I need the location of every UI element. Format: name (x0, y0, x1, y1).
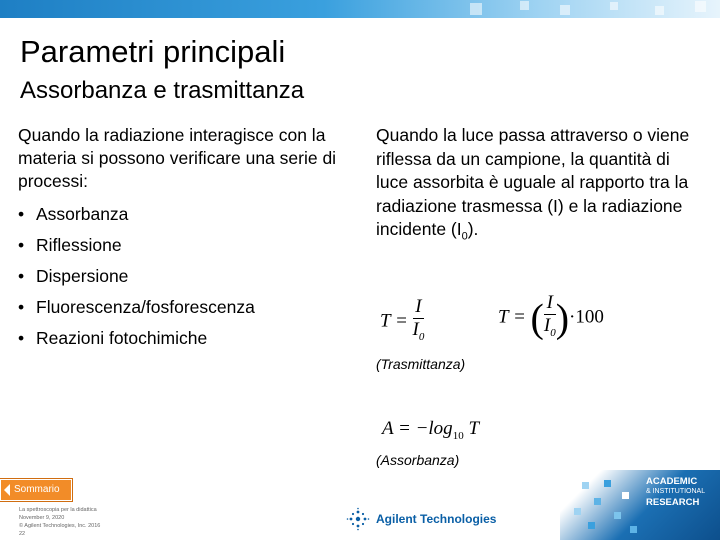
decor-square (610, 2, 618, 10)
decor-square (695, 1, 706, 12)
sommario-button[interactable]: Sommario (0, 479, 72, 501)
decor-square (630, 526, 637, 533)
decor-square (582, 482, 589, 489)
decor-square (470, 3, 482, 15)
transmittance-percent-formula: T = ( $\frac{I}{I_0}$ )·100 (498, 292, 604, 344)
list-item: • Dispersione (18, 261, 255, 292)
decor-square (520, 1, 529, 10)
right-paren-icon: ) (555, 295, 570, 341)
list-item: • Assorbanza (18, 199, 255, 230)
top-header-band (0, 0, 720, 18)
bullet-icon: • (18, 328, 25, 348)
left-paren-icon: ( (530, 295, 544, 341)
decor-square (655, 6, 664, 15)
decor-square (614, 512, 621, 519)
decor-square (588, 522, 595, 529)
absorbance-formula: $A = -\log_{10}$ T (382, 418, 480, 442)
left-intro-text: Quando la radiazione interagisce con la materia si possono verificare una serie di processi: (18, 125, 337, 191)
slide-subtitle: Assorbanza e trasmittanza (20, 77, 305, 104)
decor-square (574, 508, 581, 515)
fraction: $\frac{I}{I_0}$ (412, 296, 425, 343)
footer-info: La spettroscopia per la didattica November 9, 2020 © Agilent Technologies, Inc. 2016 22 (19, 507, 101, 537)
caption-transmittance: (Trasmittanza) (376, 356, 466, 372)
list-item: • Riflessione (18, 230, 255, 261)
bullet-icon: • (18, 204, 25, 224)
caption-absorbance: (Assorbanza) (376, 452, 460, 468)
agilent-logo (346, 506, 496, 532)
list-item: • Fluorescenza/fosforescenza (18, 292, 255, 323)
brand-name: Agilent Technologies (376, 512, 497, 526)
list-item: • Reazioni fotochimiche (18, 323, 255, 354)
slide-title: Parametri principali (20, 34, 286, 69)
decor-square (604, 480, 611, 487)
decor-square (594, 498, 601, 505)
decor-square (560, 5, 570, 15)
fraction: $\frac{I}{I_0}$ (543, 292, 556, 339)
right-description: Quando la luce passa attraverso o viene riflessa da un campione, la quantità di luce assorbita è uguale al rapporto tra la radiazione trasmessa (I) e la radiazione incidente $(I_0)$. (376, 125, 690, 243)
agilent-spark-icon (346, 507, 370, 531)
bullet-icon: • (18, 297, 25, 317)
arrow-left-icon (4, 484, 10, 496)
transmittance-formula: T = $\frac{I}{I_0}$ (380, 296, 424, 348)
bullet-icon: • (18, 235, 25, 255)
decor-square (622, 492, 629, 499)
process-list (18, 199, 255, 354)
bullet-icon: • (18, 266, 25, 286)
academic-research-badge: ACADEMIC & INSTITUTIONAL RESEARCH (560, 470, 720, 540)
